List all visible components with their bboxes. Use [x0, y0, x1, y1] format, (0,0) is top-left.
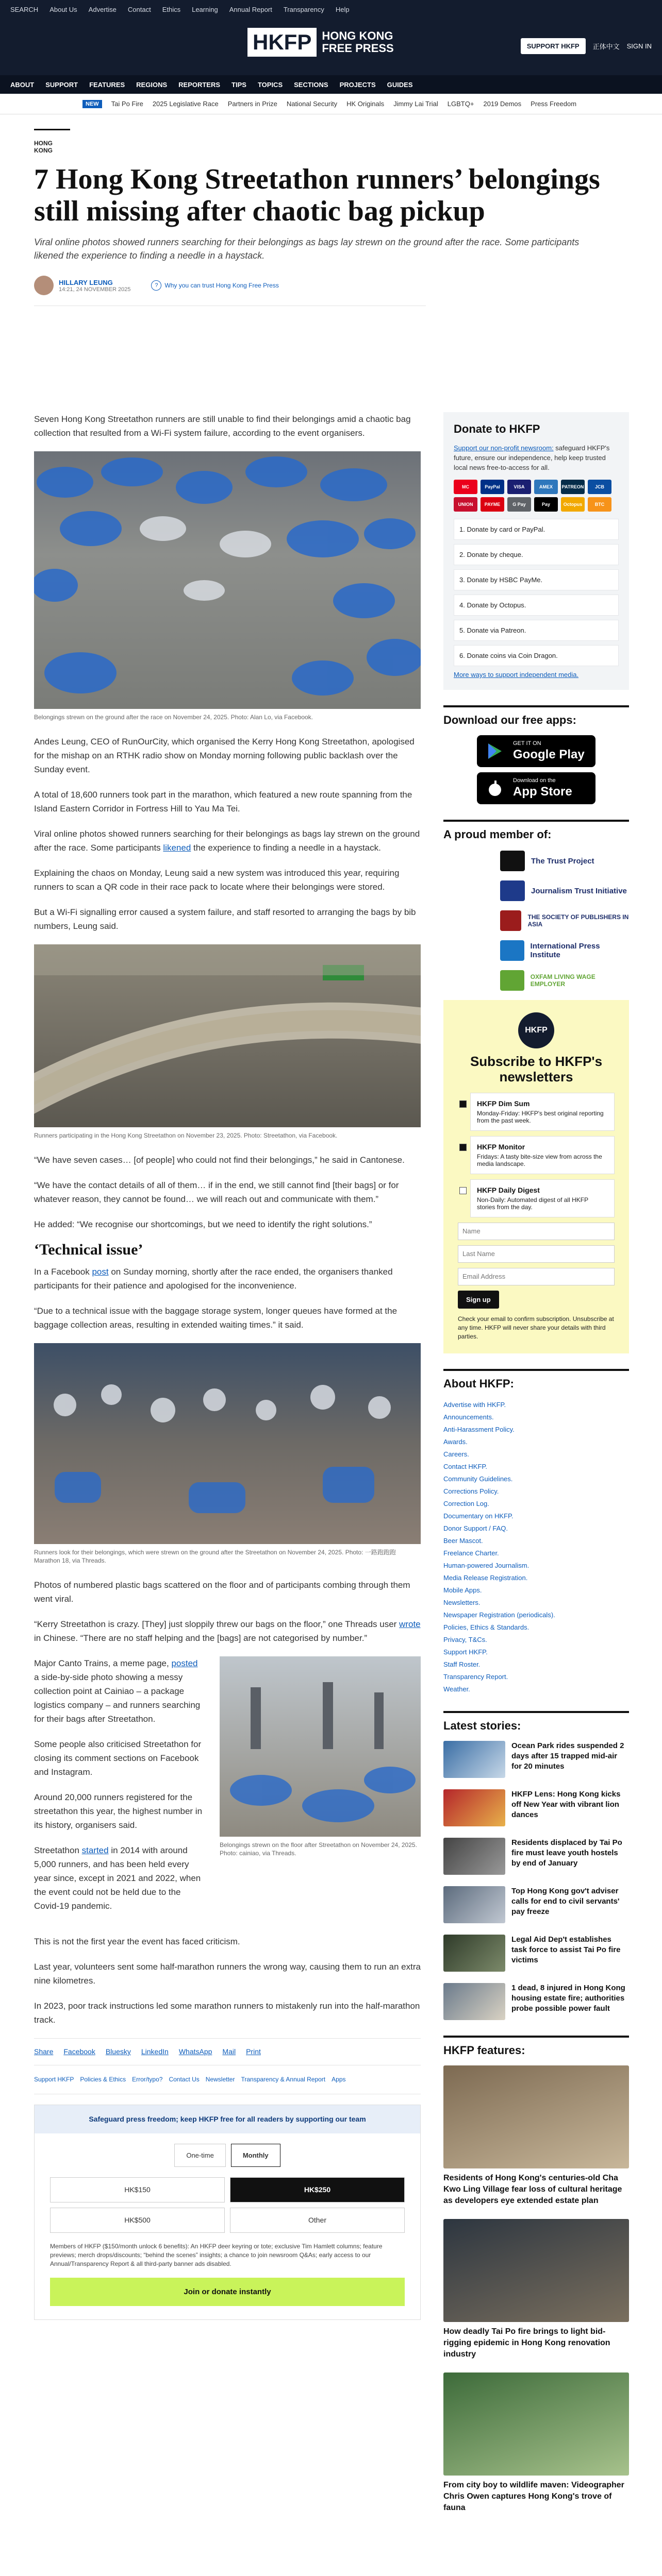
article-title: 7 Hong Kong Streetathon runners’ belongings still missing after chaotic bag pickup [34, 163, 600, 227]
photo-floor-bags [220, 1656, 421, 1837]
article-body [34, 412, 421, 2320]
applepay-icon: Pay [534, 497, 558, 512]
inline-link[interactable]: posted [171, 1658, 198, 1668]
payment-icons [454, 480, 619, 512]
story-item[interactable] [443, 1983, 629, 2020]
share-print[interactable]: Print [246, 2047, 261, 2056]
share-mail[interactable]: Mail [222, 2047, 236, 2056]
article-subtitle: Viral online photos showed runners searching for their belongings as bags lay strewn on the ground after the race. Some participants likened the experience to finding a needle in a haystack. [34, 237, 580, 261]
footer-link[interactable]: Newsletter [205, 2076, 235, 2083]
about-link[interactable]: Weather. [443, 1685, 470, 1693]
jcb-icon: JCB [588, 480, 611, 494]
story-item[interactable] [443, 1935, 629, 1972]
join-donate-button[interactable]: Join or donate instantly [50, 2278, 405, 2306]
text: “Kerry Streetathon is crazy. [They] just sloppily threw our bags on the floor,” one Threads user [34, 1619, 400, 1629]
text: safeguard HKFP's future, ensure our independence, help keep trusted local news free-to-access for all. [454, 444, 610, 471]
member-logo[interactable] [500, 940, 629, 961]
apple-icon [486, 779, 504, 797]
share-facebook[interactable]: Facebook [63, 2047, 95, 2056]
tab-one-time[interactable]: One-time [174, 2144, 225, 2167]
feature-title: How deadly Tai Po fire brings to light bid-rigging epidemic in Hong Kong renovation industry [443, 2327, 610, 2359]
option-desc: Non-Daily: Automated digest of all HKFP stories from the day. [477, 1196, 588, 1211]
story-item[interactable] [443, 1886, 629, 1923]
trending-link[interactable]: Partners in Prize [227, 100, 277, 108]
about-link[interactable]: Policies, Ethics & Standards. [443, 1623, 529, 1631]
donate-option[interactable]: 1. Donate by card or PayPal. [454, 519, 619, 540]
octopus-icon: Octopus [561, 497, 585, 512]
latest-heading: Latest stories: [443, 1711, 629, 1733]
text: a side-by-side photo showing a messy collection point at Cainiao – a package logistics company – and runners searching for their bags after Streetathon. [34, 1672, 201, 1724]
topbar-link[interactable]: About Us [49, 5, 77, 13]
story-item[interactable] [443, 1741, 629, 1778]
about-link[interactable]: Support HKFP. [443, 1648, 488, 1656]
language-switch[interactable]: 正体中文 [592, 43, 620, 50]
donate-option[interactable]: 3. Donate by HSBC PayMe. [454, 569, 619, 590]
unionpay-icon: UNION [454, 497, 477, 512]
paragraph: “We have the contact details of all of them… if in the end, we still cannot find [their bags] or for whatever reason, they cannot be found… we will reach out and communicate with them.” [34, 1180, 399, 1204]
share-whatsapp[interactable]: WhatsApp [178, 2047, 212, 2056]
donate-inline-link[interactable]: Support our non-profit newsroom: [454, 444, 554, 452]
option-desc: Fridays: A tasty bite-size view from across the media landscape. [477, 1153, 602, 1167]
topbar-link[interactable]: Annual Report [229, 5, 272, 13]
inline-link[interactable]: started [81, 1845, 109, 1855]
name-input[interactable]: Name [458, 1223, 615, 1240]
story-title: Top Hong Kong gov't adviser calls for end to civil servants' pay freeze [511, 1887, 620, 1916]
trust-link-label: Why you can trust Hong Kong Free Press [164, 282, 279, 289]
article-header [34, 129, 627, 306]
paragraph: Some people also criticised Streetathon for closing its comment sections on Facebook and Instagram. [34, 1739, 202, 1777]
publish-date: 14:21, 24 NOVEMBER 2025 [59, 286, 131, 293]
amount-option-other[interactable]: Other [230, 2208, 405, 2233]
option-name: HKFP Daily Digest [477, 1186, 540, 1194]
paragraph: Andes Leung, CEO of RunOurCity, which organised the Kerry Hong Kong Streetathon, apologised for the mishap on an RTHK radio show on Monday morning following public backlash over the Sunday event. [34, 737, 415, 774]
about-link[interactable]: Contact HKFP. [443, 1463, 488, 1470]
paragraph [34, 1265, 421, 1293]
about-link[interactable]: Mobile Apps. [443, 1586, 482, 1594]
share-label: Share [34, 2047, 54, 2056]
about-link[interactable]: Freelance Charter. [443, 1549, 499, 1557]
topbar-link[interactable]: Ethics [162, 5, 181, 13]
paragraph: Photos of numbered plastic bags scattered on the floor and of participants combing through them went viral. [34, 1580, 410, 1604]
ipi-icon [500, 940, 524, 961]
about-link[interactable]: Corrections Policy. [443, 1487, 499, 1495]
main-nav [0, 75, 662, 94]
option-name: HKFP Monitor [477, 1143, 525, 1151]
story-title: HKFP Lens: Hong Kong kicks off New Year with vibrant lion dances [511, 1790, 621, 1819]
member-name: Journalism Trust Initiative [531, 886, 627, 895]
trending-link[interactable]: HK Originals [346, 100, 385, 108]
donate-option[interactable]: 2. Donate by cheque. [454, 544, 619, 565]
tab-monthly[interactable]: Monthly [231, 2144, 280, 2167]
donate-options [454, 519, 619, 666]
newsletter-option[interactable] [470, 1179, 615, 1217]
topbar-link[interactable]: Transparency [283, 5, 324, 13]
about-link[interactable]: Newspaper Registration (periodicals). [443, 1611, 555, 1619]
nav-item[interactable]: FEATURES [89, 80, 125, 89]
email-input[interactable]: Email Address [458, 1268, 615, 1285]
footer-link[interactable]: Error/typo? [132, 2076, 163, 2083]
paragraph: “Due to a technical issue with the baggage storage system, longer queues have formed at the baggage collection areas, resulting in extended waiting times.” it said. [34, 1306, 398, 1330]
about-link[interactable]: Documentary on HKFP. [443, 1512, 514, 1520]
inline-link[interactable]: likened [163, 843, 191, 853]
newsletter-box [443, 1000, 629, 1353]
google-play-icon [486, 742, 504, 760]
member-logo[interactable] [500, 880, 629, 901]
topbar-link[interactable]: Advertise [88, 5, 117, 13]
member-name: THE SOCIETY OF PUBLISHERS IN ASIA [527, 913, 629, 928]
inline-link[interactable]: post [92, 1267, 109, 1277]
story-thumbnail [443, 1789, 505, 1826]
amount-option[interactable]: HK$500 [50, 2208, 225, 2233]
story-item[interactable] [443, 1789, 629, 1826]
donate-widget [34, 2105, 421, 2320]
more-ways-link[interactable]: More ways to support independent media. [454, 671, 579, 679]
feature-title: From city boy to wildlife maven: Videographer Chris Owen captures Hong Kong's trove of fauna [443, 2481, 624, 2512]
about-link[interactable]: Staff Roster. [443, 1660, 481, 1668]
option-name: HKFP Dim Sum [477, 1099, 530, 1108]
amount-option[interactable]: HK$150 [50, 2177, 225, 2202]
story-title: Ocean Park rides suspended 2 days after 15 trapped mid-air for 20 minutes [511, 1741, 624, 1771]
member-logo[interactable] [500, 970, 629, 991]
newsletter-logo: HKFP [518, 1012, 554, 1048]
checkbox[interactable] [459, 1187, 467, 1194]
feature-item[interactable] [443, 2219, 629, 2360]
paragraph [34, 1617, 421, 1645]
amount-option-selected[interactable]: HK$250 [230, 2177, 405, 2202]
member-name: OXFAM LIVING WAGE EMPLOYER [530, 973, 595, 988]
text: Streetathon [34, 1845, 82, 1855]
sidebar [443, 412, 629, 2526]
footer-link[interactable]: Policies & Ethics [80, 2076, 126, 2083]
trust-project-icon [500, 851, 525, 871]
feature-item[interactable] [443, 2065, 629, 2207]
member-name: International Press Institute [530, 942, 600, 959]
paragraph: This is not the first year the event has faced criticism. [34, 1937, 240, 1946]
donate-text [454, 443, 619, 472]
newsletter-title: Subscribe to HKFP's newsletters [470, 1054, 603, 1084]
sign-up-button[interactable]: Sign up [458, 1291, 499, 1309]
crowd-illustration [34, 1343, 421, 1544]
member-logo[interactable] [500, 910, 629, 931]
trending-link[interactable]: Tai Po Fire [111, 100, 143, 108]
trending-link[interactable]: 2025 Legislative Race [152, 100, 219, 108]
nav-item[interactable]: PROJECTS [339, 80, 376, 89]
footer-link[interactable]: Apps [332, 2076, 346, 2083]
about-link[interactable]: Donor Support / FAQ. [443, 1524, 508, 1532]
text: in Chinese. “There are no staff helping and the [bags] are not categorised by number.” [34, 1633, 368, 1643]
story-title: Residents displaced by Tai Po fire must leave youth hostels by end of January [511, 1838, 622, 1868]
photo-caption: Belongings strewn on the floor after Streetathon on November 24, 2025. Photo: cainiao, via Threads. [220, 1841, 417, 1857]
oxfam-icon [500, 970, 524, 991]
footer-link[interactable]: Contact Us [169, 2076, 200, 2083]
paragraph: “We have seven cases… [of people] who could not find their belongings,” he said in Cantonese. [34, 1155, 405, 1165]
text: Major Canto Trains, a meme page, [34, 1658, 172, 1668]
checkbox-checked[interactable] [459, 1144, 467, 1151]
text: Viral online photos showed runners searching for their belongings as bags lay strewn on the ground after the race. Some participants [34, 829, 420, 853]
about-link[interactable]: Anti-Harassment Policy. [443, 1426, 515, 1433]
about-link[interactable]: Careers. [443, 1450, 469, 1458]
donate-title: Donate to HKFP [454, 422, 540, 435]
trust-link[interactable] [151, 280, 278, 291]
option-desc: Monday-Friday: HKFP's best original reporting from the past week. [477, 1110, 604, 1124]
donate-option[interactable]: 6. Donate coins via Coin Dragon. [454, 645, 619, 666]
store-label: App Store [513, 785, 572, 799]
story-thumbnail [443, 1741, 505, 1778]
jti-icon [500, 880, 525, 901]
about-link[interactable]: Beer Mascot. [443, 1537, 483, 1545]
author-name[interactable]: HILLARY LEUNG [59, 278, 113, 286]
topbar-link[interactable]: Help [335, 5, 350, 13]
story-thumbnail [443, 1935, 505, 1972]
question-icon: ? [151, 280, 161, 291]
byline [34, 276, 426, 306]
sopa-icon [500, 910, 521, 931]
about-link[interactable]: Announcements. [443, 1413, 494, 1421]
text: on Sunday morning, shortly after the race ended, the organisers thanked participants for their patience and apologised for the inconvenience. [34, 1267, 393, 1291]
trending-link[interactable]: LGBTQ+ [447, 100, 474, 108]
feature-image [443, 2065, 629, 2168]
feature-image [443, 2372, 629, 2476]
mastercard-icon: MC [454, 480, 477, 494]
about-link[interactable]: Community Guidelines. [443, 1475, 513, 1483]
paragraph: He added: “We recognise our shortcomings, but we need to identify the right solutions.” [34, 1219, 372, 1229]
donate-heading: Safeguard press freedom; keep HKFP free for all readers by supporting our team [35, 2105, 420, 2133]
visa-icon: VISA [507, 480, 531, 494]
newsletter-note: Check your email to confirm subscription. Unsubscribe at any time. HKFP will never share your details with third parties. [458, 1315, 614, 1340]
top-utility-bar [0, 0, 662, 19]
share-bluesky[interactable]: Bluesky [105, 2047, 131, 2056]
paragraph: In 2023, poor track instructions led some marathon runners to mistakenly run into the half-marathon track. [34, 2001, 420, 2025]
trending-link[interactable]: Jimmy Lai Trial [393, 100, 438, 108]
nav-item[interactable]: TOPICS [257, 80, 283, 89]
float-section [34, 1656, 421, 1935]
text: In a Facebook [34, 1267, 92, 1277]
donate-option[interactable]: 5. Donate via Patreon. [454, 620, 619, 641]
last-name-input[interactable]: Last Name [458, 1245, 615, 1263]
author-avatar [34, 276, 54, 295]
paragraph: Explaining the chaos on Monday, Leung said a new system was introduced this year, requiring runners to scan a QR code in their race pack to locate where their belongings were stored. [34, 868, 400, 892]
donate-frequency-tabs [35, 2144, 420, 2167]
membership-note: Members of HKFP ($150/month unlock 6 benefits): An HKFP deer keyring or tote; exclusive Tim Hamlett columns; feature previews; merch drops/discounts; “behind the scenes” insights; a chance to join newsroom Q&As; early access to our Annual/Transparency Report & all third-party banner ads disabled. [50, 2243, 383, 2267]
about-link[interactable]: Transparency Report. [443, 1673, 508, 1681]
paypal-icon: PayPal [481, 480, 504, 494]
story-thumbnail [443, 1983, 505, 2020]
store-small-label: Download on the [513, 777, 556, 784]
paragraph [34, 1843, 204, 1913]
paragraph [34, 827, 421, 855]
bags-illustration [34, 451, 421, 709]
google-play-button[interactable] [477, 735, 595, 767]
store-label: Google Play [513, 748, 585, 761]
sign-in-link[interactable]: SIGN IN [626, 42, 652, 50]
checkbox-checked[interactable] [459, 1100, 467, 1108]
story-thumbnail [443, 1838, 505, 1875]
nav-item[interactable]: GUIDES [387, 80, 413, 89]
about-link[interactable]: Human-powered Journalism. [443, 1562, 529, 1569]
newsletter-option[interactable] [470, 1136, 615, 1174]
nav-item[interactable]: SUPPORT [45, 80, 78, 89]
about-link[interactable]: Newsletters. [443, 1599, 481, 1606]
support-hkfp-button[interactable]: SUPPORT HKFP [521, 38, 586, 54]
store-small-label: GET IT ON [513, 740, 541, 747]
patreon-icon: PATREON [561, 480, 585, 494]
paragraph: A total of 18,600 runners took part in the marathon, which featured a new route spanning from the Island Eastern Corridor in Fortress Hill to Yau Ma Tei. [34, 790, 412, 814]
nav-item[interactable]: REPORTERS [178, 80, 221, 89]
topbar-link[interactable]: Contact [127, 5, 151, 13]
photo-crowd-searching [34, 1343, 421, 1544]
masthead [0, 19, 662, 75]
donate-box [443, 412, 629, 690]
logo-wordmark: HONG KONG FREE PRESS [322, 29, 394, 55]
member-logo[interactable] [500, 851, 629, 871]
story-title: 1 dead, 8 injured in Hong Kong housing estate fire; authorities probe possible power fault [511, 1984, 625, 2013]
floor-bags-illustration [220, 1656, 421, 1837]
member-heading: A proud member of: [443, 820, 629, 841]
nav-item[interactable]: TIPS [231, 80, 246, 89]
about-link[interactable]: Advertise with HKFP. [443, 1401, 506, 1409]
about-link[interactable]: Awards. [443, 1438, 468, 1446]
inline-link[interactable]: wrote [399, 1619, 421, 1629]
story-title: Legal Aid Dep't establishes task force to assist Tai Po fire victims [511, 1935, 621, 1964]
about-link[interactable]: Correction Log. [443, 1500, 489, 1507]
photo-runners-highway [34, 944, 421, 1127]
section-label[interactable]: HONG KONG [34, 129, 70, 154]
photo-caption: Runners look for their belongings, which were strewn on the ground after the Streetathon on November 24, 2025. Photo: 一路跑跑跑Marathon 18, via Threads. [34, 1549, 396, 1564]
nav-item[interactable]: SECTIONS [294, 80, 328, 89]
share-bar [34, 2038, 421, 2065]
apps-heading: Download our free apps: [443, 705, 629, 727]
paragraph: Last year, volunteers sent some half-marathon runners the wrong way, causing them to run an extra nine kilometres. [34, 1962, 421, 1986]
feature-image [443, 2219, 629, 2322]
new-badge: NEW [82, 100, 102, 108]
story-item[interactable] [443, 1838, 629, 1875]
story-thumbnail [443, 1886, 505, 1923]
payme-icon: PAYME [481, 497, 504, 512]
trending-bar [0, 94, 662, 114]
highway-illustration [34, 944, 421, 1127]
text: the experience to finding a needle in a haystack. [191, 843, 381, 853]
feature-item[interactable] [443, 2372, 629, 2514]
trending-link[interactable]: National Security [286, 100, 338, 108]
search-link[interactable]: SEARCH [10, 5, 39, 13]
topbar-link[interactable]: Learning [192, 5, 218, 13]
about-link[interactable]: Media Release Registration. [443, 1574, 528, 1582]
article-footer-links [34, 2065, 421, 2094]
footer-link[interactable]: Support HKFP [34, 2076, 74, 2083]
section-heading: ‘Technical issue’ [34, 1241, 143, 1258]
photo-caption: Runners participating in the Hong Kong Streetathon on November 23, 2025. Photo: Streetathon, via Facebook. [34, 1132, 338, 1139]
share-linkedin[interactable]: LinkedIn [141, 2047, 169, 2056]
about-list [443, 1399, 629, 1696]
nav-item[interactable]: ABOUT [10, 80, 35, 89]
donate-amounts [35, 2177, 420, 2233]
feature-title: Residents of Hong Kong's centuries-old Cha Kwo Ling Village fear loss of cultural heritage as developers eye extended estate plan [443, 2174, 622, 2205]
paragraph: Around 20,000 runners registered for the streetathon this year, the highest number in its history, organisers said. [34, 1792, 203, 1830]
nav-item[interactable]: REGIONS [136, 80, 168, 89]
logo-mark: HKFP [247, 28, 317, 57]
text: in 2014 with around 5,000 runners, and has been held every year since, except in 2021 and 2022, when the event could not be held due to the Covid-19 pandemic. [34, 1845, 201, 1911]
about-heading: About HKFP: [443, 1369, 629, 1391]
trending-link[interactable]: Press Freedom [531, 100, 577, 108]
features-heading: HKFP features: [443, 2036, 629, 2057]
bitcoin-icon: BTC [588, 497, 611, 512]
footer-link[interactable]: Transparency & Annual Report [241, 2076, 326, 2083]
amex-icon: AMEX [534, 480, 558, 494]
paragraph: Seven Hong Kong Streetathon runners are still unable to find their belongings amid a chaotic bag collection that resulted from a Wi-Fi system failure, according to the event organisers. [34, 414, 411, 438]
paragraph [34, 1656, 204, 1726]
donate-option[interactable]: 4. Donate by Octopus. [454, 595, 619, 616]
newsletter-option[interactable] [470, 1093, 615, 1131]
hkfp-logo[interactable] [247, 28, 415, 57]
member-name: The Trust Project [531, 856, 594, 866]
app-store-button[interactable] [477, 772, 595, 804]
photo-bags-on-ground [34, 451, 421, 709]
paragraph: But a Wi-Fi signalling error caused a system failure, and staff resorted to arranging the bags by bib numbers, Leung said. [34, 907, 416, 931]
photo-caption: Belongings strewn on the ground after the race on November 24, 2025. Photo: Alan Lo, via Facebook. [34, 714, 313, 721]
trending-link[interactable]: 2019 Demos [483, 100, 522, 108]
gpay-icon: G Pay [507, 497, 531, 512]
about-link[interactable]: Privacy, T&Cs. [443, 1636, 487, 1643]
